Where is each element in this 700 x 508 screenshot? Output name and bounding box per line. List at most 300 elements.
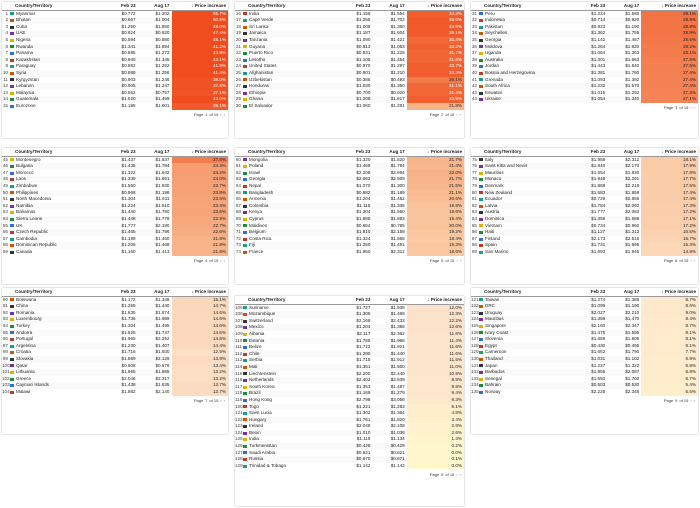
country-cell: Egypt — [485, 342, 497, 348]
aug-price-cell: $2.218 — [625, 182, 640, 188]
price-increase-cell: 16.5% — [641, 229, 698, 236]
column-header-aug[interactable]: Aug 17 — [389, 149, 405, 154]
table-row — [235, 183, 464, 190]
feb-price-cell: $1.353 — [356, 383, 371, 389]
table-row — [471, 223, 698, 230]
country-cell: Saint Kitts and Nevis — [485, 163, 528, 169]
aug-price-cell: $1.874 — [155, 309, 170, 315]
feb-price-cell: $0.430 — [591, 342, 606, 348]
column-header-feb[interactable]: Feb 23 — [355, 3, 371, 8]
aug-price-cell: $1.350 — [390, 83, 405, 89]
aug-price-cell: $1.885 — [155, 369, 170, 375]
country-cell: Benin — [249, 429, 261, 435]
column-header-feb[interactable]: Feb 23 — [590, 289, 606, 294]
price-increase-cell: 35.1% — [407, 30, 464, 37]
table-header — [235, 2, 464, 11]
column-header-aug[interactable]: Aug 17 — [389, 297, 405, 302]
country-cell: Pakistan — [485, 23, 503, 29]
price-increase-cell: 9.3% — [407, 397, 464, 404]
feb-price-cell: $0.667 — [121, 17, 136, 23]
price-increase-cell: 11.6% — [407, 344, 464, 351]
rank-cell: 129 — [471, 349, 479, 355]
feb-price-cell: $1.322 — [121, 169, 136, 175]
feb-price-cell: $1.946 — [591, 176, 606, 182]
rank-cell: 19 — [235, 30, 241, 36]
feb-price-cell: $2.798 — [356, 396, 371, 402]
country-cell: Bahamas — [16, 209, 36, 215]
aug-price-cell: $2.108 — [390, 423, 405, 429]
pagination-label: Page — [663, 257, 674, 263]
price-increase-cell: 24.3% — [172, 163, 229, 170]
column-header-price-increase[interactable]: ↓ Price increase — [661, 289, 696, 294]
table-panel — [471, 2, 698, 138]
table-row — [235, 364, 464, 371]
price-increase-cell: 27.3% — [641, 90, 698, 97]
rank-cell: 1 — [5, 10, 8, 16]
table-row — [471, 209, 698, 216]
table-row — [235, 103, 464, 110]
price-increase-cell: 12.2% — [407, 318, 464, 325]
table-row — [2, 17, 228, 24]
column-header-country[interactable]: Country/Territory — [15, 149, 53, 154]
feb-price-cell: $1.320 — [356, 156, 371, 162]
pagination-total: of 15 — [209, 257, 219, 263]
country-cell: Bosnia and Herzegovina — [485, 69, 536, 75]
rank-cell: 37 — [471, 50, 477, 56]
rank-cell: 115 — [235, 370, 243, 376]
table-row — [235, 63, 464, 70]
table-row — [235, 410, 464, 417]
feb-price-cell: $1.301 — [591, 56, 606, 62]
rank-cell: 102 — [2, 375, 10, 381]
column-header-feb[interactable]: Feb 23 — [590, 149, 606, 154]
rank-cell: 40 — [471, 69, 477, 75]
column-header-feb[interactable]: Feb 23 — [121, 3, 136, 8]
feb-price-cell: $0.968 — [121, 189, 136, 195]
pagination-prev-icon[interactable]: ‹ — [456, 471, 458, 477]
table-row — [471, 376, 698, 383]
price-increase-cell: 9.9% — [407, 384, 464, 391]
feb-price-cell: $1.727 — [356, 304, 371, 310]
column-header-country[interactable]: Country/Territory — [248, 297, 286, 302]
aug-price-cell: $1.840 — [625, 63, 640, 69]
pagination — [664, 105, 695, 110]
pagination-total: of 15 — [679, 105, 689, 110]
table-row — [235, 37, 464, 44]
table-row — [235, 209, 464, 216]
aug-price-cell: $1.300 — [390, 182, 405, 188]
feb-price-cell: $1.224 — [591, 10, 606, 16]
rank-cell: 119 — [235, 396, 243, 402]
country-cell: Cayman Islands — [16, 382, 49, 388]
aug-price-cell: $1.226 — [390, 50, 405, 56]
country-cell: Lesotho — [249, 56, 266, 62]
price-increase-cell: 15.1% — [172, 297, 229, 304]
price-increase-cell: 17.3% — [641, 203, 698, 210]
rank-cell: 84 — [471, 215, 477, 221]
price-increase-cell: 20.0% — [407, 223, 464, 230]
price-increase-cell: 28.9% — [641, 24, 698, 31]
rank-cell: 56 — [2, 229, 8, 235]
aug-price-cell: $0.856 — [625, 196, 640, 202]
rank-cell: 127 — [235, 449, 243, 455]
country-cell: Mauritius — [485, 169, 504, 175]
column-header-country[interactable]: Country/Territory — [15, 289, 53, 294]
feb-price-cell: $1.290 — [356, 350, 371, 356]
aug-price-cell: $1.198 — [155, 189, 170, 195]
rank-cell: 44 — [471, 96, 477, 102]
rank-cell: 120 — [235, 403, 243, 409]
table-row — [235, 311, 464, 318]
rank-cell: 92 — [2, 309, 8, 315]
country-cell: Paraguay — [16, 63, 36, 69]
aug-price-cell: $2.140 — [155, 388, 170, 394]
price-increase-cell: 0.2% — [407, 443, 464, 450]
pagination-prev-icon[interactable]: ‹ — [220, 397, 222, 403]
table-row — [471, 349, 698, 356]
pagination-next-icon[interactable]: › — [459, 257, 461, 263]
feb-price-cell: $1.115 — [356, 202, 371, 208]
table-row — [235, 83, 464, 90]
feb-price-cell: $1.950 — [356, 248, 371, 254]
price-increase-cell: 29.1% — [641, 11, 698, 18]
table-row — [235, 196, 464, 203]
country-cell: Uzbekistan — [249, 76, 272, 82]
aug-price-cell: $1.604 — [390, 30, 405, 36]
table-row — [235, 344, 464, 351]
feb-price-cell: $1.475 — [591, 329, 606, 335]
pagination-prev-icon[interactable]: ‹ — [690, 105, 692, 110]
aug-price-cell: $1.560 — [390, 209, 405, 215]
table-row — [2, 203, 228, 210]
country-cell: Australia — [485, 56, 503, 62]
country-cell: Ivory Coast — [485, 329, 509, 335]
aug-price-cell: $1.190 — [625, 23, 640, 29]
price-increase-cell: 6.8% — [641, 369, 698, 376]
column-header-aug[interactable]: Aug 17 — [154, 3, 170, 8]
country-cell: UAE — [16, 30, 26, 36]
feb-price-cell: $0.670 — [356, 456, 371, 462]
rank-cell: 93 — [2, 316, 8, 322]
rank-cell: 7 — [5, 50, 8, 56]
feb-price-cell: $1.810 — [356, 229, 371, 235]
pagination-prev-icon[interactable]: ‹ — [220, 111, 222, 117]
price-increase-cell: 6.7% — [641, 376, 698, 383]
feb-price-cell: $1.882 — [121, 388, 136, 394]
country-cell: Honduras — [249, 83, 269, 89]
column-header-country[interactable]: Country/Territory — [15, 3, 53, 8]
column-header-price-increase[interactable]: ↓ Price increase — [191, 289, 226, 294]
country-cell: Namibia — [16, 202, 33, 208]
table-row — [235, 203, 464, 210]
pagination-next-icon[interactable]: › — [223, 397, 225, 403]
pagination-next-icon[interactable]: › — [459, 111, 461, 117]
table-row — [2, 236, 228, 243]
rank-cell: 35 — [471, 36, 477, 42]
pagination-prev-icon[interactable]: ‹ — [456, 111, 458, 117]
feb-price-cell: $1.469 — [356, 163, 371, 169]
feb-price-cell: $1.070 — [356, 182, 371, 188]
rank-cell: 112 — [235, 350, 243, 356]
pagination-prev-icon[interactable]: ‹ — [456, 257, 458, 263]
rank-cell: 63 — [235, 176, 241, 182]
column-header-country[interactable]: Country/Territory — [484, 149, 522, 154]
price-increase-cell: 13.2% — [172, 369, 229, 376]
feb-price-cell: $0.385 — [356, 76, 371, 82]
column-header-feb[interactable]: Feb 23 — [121, 289, 136, 294]
pagination-prev-icon[interactable]: ‹ — [220, 257, 222, 263]
column-header-aug[interactable]: Aug 17 — [154, 149, 170, 154]
aug-price-cell: $1.189 — [390, 189, 405, 195]
rank-cell: 36 — [471, 43, 477, 49]
table-row — [471, 70, 698, 77]
column-header-price-increase[interactable]: ↓ Price increase — [191, 3, 226, 8]
rank-cell: 98 — [2, 349, 8, 355]
rank-cell: 107 — [235, 317, 243, 323]
feb-price-cell: $1.784 — [591, 202, 606, 208]
rank-cell: 54 — [2, 215, 8, 221]
pagination-next-icon[interactable]: › — [223, 111, 225, 117]
table-row — [471, 77, 698, 84]
feb-price-cell: $1.090 — [356, 36, 371, 42]
column-header-price-increase[interactable]: ↓ Price increase — [191, 149, 226, 154]
country-cell: Kenya — [249, 209, 263, 215]
aug-price-cell: $1.470 — [625, 316, 640, 322]
feb-price-cell: $1.204 — [356, 196, 371, 202]
price-increase-cell: 28.1% — [641, 50, 698, 57]
rank-cell: 81 — [471, 196, 477, 202]
feb-price-cell: $0.594 — [121, 36, 136, 42]
rank-cell: 65 — [235, 189, 241, 195]
feb-price-cell: $0.982 — [356, 189, 371, 195]
rank-cell: 76 — [471, 163, 477, 169]
rank-cell: 43 — [471, 89, 477, 95]
price-increase-cell: 11.5% — [407, 357, 464, 364]
feb-price-cell: $1.888 — [591, 182, 606, 188]
price-increase-cell: 20.6% — [407, 196, 464, 203]
column-header-price-increase[interactable]: ↓ Price increase — [427, 3, 462, 8]
country-cell: North Macedonia — [16, 196, 51, 202]
table-row — [235, 331, 464, 338]
table-row — [471, 83, 698, 90]
country-cell: Kyrgyzstan — [16, 76, 39, 82]
column-header-country[interactable]: Country/Territory — [248, 3, 286, 8]
pagination-total: of 15 — [445, 257, 455, 263]
rank-cell: 51 — [2, 196, 8, 202]
feb-price-cell: $1.020 — [121, 96, 136, 102]
table-row — [2, 163, 228, 170]
feb-price-cell: $1.250 — [121, 23, 136, 29]
aug-price-cell: $1.620 — [390, 156, 405, 162]
rank-cell: 73 — [235, 242, 241, 248]
pagination-label: Page — [193, 397, 204, 403]
aug-price-cell: $1.392 — [625, 76, 640, 82]
price-increase-cell: 21.7% — [407, 157, 464, 164]
pagination-prev-icon[interactable]: ‹ — [690, 397, 692, 403]
rank-cell: 18 — [235, 23, 241, 29]
column-header-feb[interactable]: Feb 23 — [121, 149, 136, 154]
aug-price-cell: $1.747 — [155, 329, 170, 335]
country-cell: Guatemala — [16, 96, 39, 102]
country-cell: China — [16, 303, 29, 309]
price-increase-cell: 21.8% — [172, 249, 229, 256]
rank-cell: 22 — [235, 50, 241, 56]
column-header-price-increase[interactable]: ↓ Price increase — [427, 297, 462, 302]
price-increase-cell: 22.0% — [407, 170, 464, 177]
table-row — [2, 44, 228, 51]
table-row — [471, 176, 698, 183]
column-header-price-increase[interactable]: ↓ Price increase — [427, 149, 462, 154]
country-cell: Cambodia — [16, 235, 37, 241]
price-increase-cell: 27.1% — [641, 96, 698, 103]
country-cell: Jamaica — [249, 30, 267, 36]
column-header-aug[interactable]: Aug 17 — [154, 289, 170, 294]
price-increase-cell: 14.6% — [172, 316, 229, 323]
table-row — [471, 44, 698, 51]
rank-cell: 53 — [2, 209, 8, 215]
rank-cell: 47 — [2, 169, 8, 175]
rank-cell: 75 — [471, 156, 477, 162]
country-cell: Poland — [249, 163, 264, 169]
column-header-price-increase[interactable]: ↓ Price increase — [661, 3, 696, 8]
pagination-label: Page — [429, 471, 440, 477]
rank-cell: 27 — [235, 83, 241, 89]
pagination — [430, 472, 461, 477]
rank-cell: 101 — [2, 369, 10, 375]
country-cell: Cameroon — [485, 349, 507, 355]
feb-price-cell: $1.064 — [591, 50, 606, 56]
table-row — [2, 57, 228, 64]
aug-price-cell: $2.087 — [625, 369, 640, 375]
table-row — [471, 30, 698, 37]
rank-cell: 30 — [235, 102, 241, 108]
table-row — [235, 190, 464, 197]
aug-price-cell: $0.880 — [155, 36, 170, 42]
aug-price-cell: $1.190 — [625, 303, 640, 309]
feb-price-cell: $1.438 — [121, 382, 136, 388]
aug-price-cell: $1.989 — [155, 316, 170, 322]
price-increase-cell: 0.0% — [407, 450, 464, 457]
pagination-next-icon[interactable]: › — [223, 257, 225, 263]
rank-cell: 25 — [235, 69, 241, 75]
feb-price-cell: $1.008 — [356, 23, 371, 29]
country-cell: Ecuador — [485, 196, 503, 202]
country-cell: Liechtenstein — [249, 370, 277, 376]
column-header-aug[interactable]: Aug 17 — [623, 149, 640, 154]
feb-price-cell: $1.585 — [356, 215, 371, 221]
country-cell: Netherlands — [249, 377, 274, 383]
feb-price-cell: $1.669 — [591, 336, 606, 342]
feb-price-cell: $2.208 — [356, 169, 371, 175]
rank-cell: 77 — [471, 169, 477, 175]
table-row — [2, 176, 228, 183]
rank-cell: 125 — [471, 322, 479, 328]
country-cell: Bulgaria — [16, 163, 33, 169]
feb-price-cell: $1.169 — [356, 390, 371, 396]
table-row — [235, 44, 464, 51]
price-increase-cell: 48.1% — [172, 37, 229, 44]
feb-price-cell: $1.765 — [356, 337, 371, 343]
price-increase-cell: 34.9% — [407, 24, 464, 31]
column-header-aug[interactable]: Aug 17 — [389, 3, 405, 8]
rank-cell: 103 — [2, 382, 10, 388]
feb-price-cell: $2.168 — [356, 317, 371, 323]
table-row — [471, 369, 698, 376]
aug-price-cell: $1.345 — [155, 56, 170, 62]
feb-price-cell: $1.362 — [591, 30, 606, 36]
pagination-next-icon[interactable]: › — [693, 397, 695, 403]
aug-price-cell: $1.495 — [155, 322, 170, 328]
table-row — [235, 163, 464, 170]
rank-cell: 17 — [235, 17, 241, 23]
feb-price-cell: $1.302 — [356, 410, 371, 416]
country-cell: Vietnam — [485, 222, 502, 228]
country-cell: Mongolia — [249, 156, 268, 162]
column-header-country[interactable]: Country/Territory — [484, 3, 522, 8]
column-header-price-increase[interactable]: ↓ Price increase — [661, 149, 696, 154]
country-cell: Armenia — [249, 196, 267, 202]
price-increase-cell: 14.7% — [172, 303, 229, 310]
aug-price-cell: $1.454 — [390, 56, 405, 62]
country-cell: Montenegro — [16, 156, 41, 162]
table-row — [471, 11, 698, 18]
pagination-next-icon[interactable]: › — [693, 105, 695, 110]
rank-cell: 123 — [471, 309, 479, 315]
price-increase-cell: 9.9% — [407, 377, 464, 384]
column-header-aug[interactable]: Aug 17 — [623, 289, 640, 294]
column-header-feb[interactable]: Feb 23 — [355, 297, 371, 302]
pagination-next-icon[interactable]: › — [459, 471, 461, 477]
pagination-next-icon[interactable]: › — [693, 257, 695, 263]
column-header-country[interactable]: Country/Territory — [248, 149, 286, 154]
column-header-feb[interactable]: Feb 23 — [355, 149, 371, 154]
aug-price-cell: $1.642 — [155, 169, 170, 175]
country-cell: Brazil — [249, 390, 261, 396]
country-cell: Syria — [16, 69, 27, 75]
aug-price-cell: $0.671 — [390, 456, 405, 462]
country-cell: Malaysia — [16, 89, 35, 95]
price-increase-cell: 15.7% — [641, 236, 698, 243]
rank-cell: 32 — [471, 17, 477, 23]
rank-cell: 28 — [235, 89, 241, 95]
aug-price-cell: $1.820 — [390, 416, 405, 422]
price-increase-cell: 27.4% — [641, 77, 698, 84]
aug-price-cell: $2.362 — [390, 330, 405, 336]
rank-cell: 90 — [2, 296, 8, 302]
country-cell: Guyana — [249, 43, 266, 49]
price-increase-cell: 21.4% — [407, 163, 464, 170]
rank-cell: 105 — [235, 304, 243, 310]
table-row — [235, 430, 464, 437]
feb-price-cell: $1.465 — [121, 229, 136, 235]
column-header-aug[interactable]: Aug 17 — [623, 3, 640, 8]
feb-price-cell: $1.224 — [121, 202, 136, 208]
table-row — [471, 336, 698, 343]
pagination-prev-icon[interactable]: ‹ — [690, 257, 692, 263]
price-increase-cell: 11.4% — [407, 338, 464, 345]
column-header-country[interactable]: Country/Territory — [484, 289, 522, 294]
table-row — [2, 11, 228, 18]
table-row — [2, 336, 228, 343]
country-cell: Monaco — [485, 176, 502, 182]
country-cell: Fiji — [249, 242, 255, 248]
feb-price-cell: $1.304 — [121, 196, 136, 202]
column-header-feb[interactable]: Feb 23 — [590, 3, 606, 8]
price-increase-cell: 27.4% — [641, 83, 698, 90]
country-cell: Botswana — [16, 296, 37, 302]
rank-cell: 12 — [2, 83, 8, 89]
price-increase-cell: 13.4% — [172, 363, 229, 370]
